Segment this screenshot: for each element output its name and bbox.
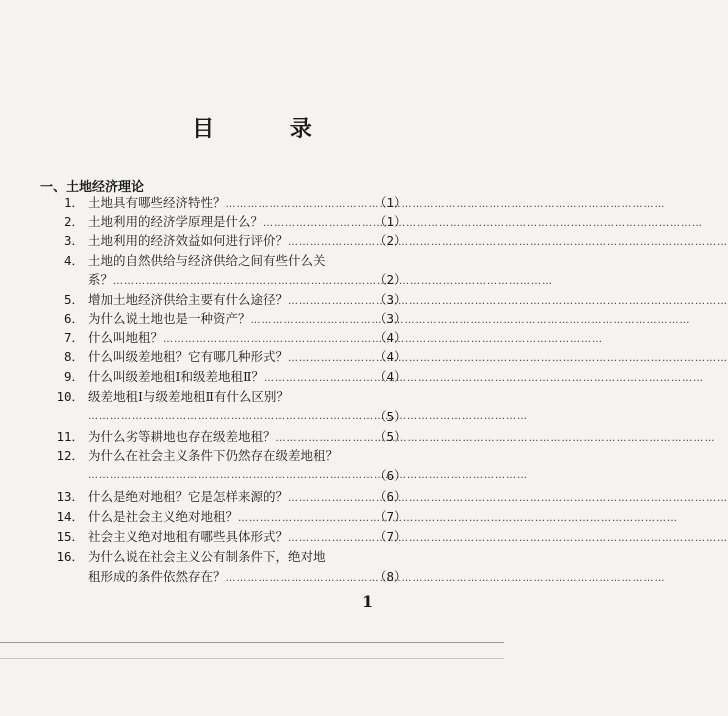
toc-item-text: 什么叫级差地租？它有哪几种形式？ [88, 349, 289, 364]
toc-item-page: （2） [374, 233, 407, 248]
leader-dots [238, 510, 678, 528]
bottom-rule-faint [0, 658, 504, 659]
toc-item-text: 土地具有哪些经济特性？ [88, 195, 226, 210]
toc-item-text: 什么叫级差地租Ⅰ和级差地租Ⅱ？ [88, 369, 264, 384]
toc-item-text: 为什么说在社会主义公有制条件下，绝对地 [88, 549, 326, 564]
leader-dots [288, 490, 728, 508]
toc-item-number: 12． [56, 448, 84, 463]
toc-item-page: （3） [374, 311, 407, 326]
toc-item-11[interactable] [88, 428, 373, 446]
toc-item-12[interactable] [88, 447, 373, 465]
leader-dots [288, 293, 728, 311]
toc-item-number: 10． [56, 389, 84, 404]
toc-title: 目 录 [192, 116, 346, 142]
toc-item-number: 9． [63, 369, 84, 384]
toc-item-number: 13． [56, 489, 84, 504]
toc-item-page: （1） [374, 195, 407, 210]
toc-item-3[interactable] [88, 232, 373, 250]
toc-item-page: （1） [374, 214, 407, 229]
toc-item-text: 什么叫地租？ [88, 330, 164, 345]
toc-item-6[interactable] [88, 310, 373, 328]
leader-dots [113, 273, 553, 291]
toc-item-number: 16． [56, 549, 84, 564]
toc-item-page: （6） [374, 468, 407, 483]
toc-item-4-cont[interactable] [88, 271, 373, 289]
toc-item-16-cont[interactable] [88, 568, 373, 586]
leader-dots [251, 312, 691, 330]
toc-item-number: 1． [63, 195, 84, 210]
toc-item-number: 11． [56, 429, 84, 444]
leader-dots [263, 215, 703, 233]
toc-item-9[interactable] [88, 368, 373, 386]
leader-dots [226, 196, 666, 214]
toc-item-2[interactable] [88, 213, 373, 231]
leader-dots [88, 408, 528, 426]
toc-item-text: 社会主义绝对地租有哪些具体形式？ [88, 529, 289, 544]
toc-item-page: （4） [374, 369, 407, 384]
toc-item-1[interactable] [88, 194, 373, 212]
toc-item-page: （5） [374, 409, 407, 424]
toc-item-number: 6． [63, 311, 84, 326]
toc-item-4[interactable] [88, 252, 373, 270]
toc-item-text: 什么是社会主义绝对地租？ [88, 509, 239, 524]
toc-item-13[interactable] [88, 488, 373, 506]
toc-item-number: 7． [63, 330, 84, 345]
toc-item-page: （5） [374, 429, 407, 444]
toc-item-16[interactable] [88, 548, 373, 566]
toc-item-number: 15． [56, 529, 84, 544]
leader-dots [226, 570, 666, 588]
toc-item-text-cont: 租形成的条件依然存在？ [88, 569, 226, 584]
leader-dots [88, 467, 528, 485]
toc-item-15[interactable] [88, 528, 373, 546]
toc-item-10-cont[interactable] [88, 408, 373, 426]
bottom-rule [0, 642, 504, 643]
toc-item-page: （7） [374, 509, 407, 524]
page-number: 1 [362, 592, 374, 611]
toc-item-text: 为什么劣等耕地也存在级差地租？ [88, 429, 276, 444]
toc-item-text: 为什么说土地也是一种资产？ [88, 311, 251, 326]
toc-item-number: 3． [63, 233, 84, 248]
toc-item-page: （6） [374, 489, 407, 504]
toc-item-text: 级差地租Ⅰ与级差地租Ⅱ有什么区别？ [88, 389, 289, 404]
toc-item-page: （2） [374, 272, 407, 287]
toc-item-5[interactable] [88, 291, 373, 309]
toc-item-14[interactable] [88, 508, 373, 526]
toc-item-page: （4） [374, 349, 407, 364]
toc-item-number: 8． [63, 349, 84, 364]
toc-item-text: 什么是绝对地租？它是怎样来源的？ [88, 489, 289, 504]
toc-item-8[interactable] [88, 348, 373, 366]
leader-dots [288, 350, 728, 368]
toc-item-number: 14． [56, 509, 84, 524]
toc-item-text: 土地利用的经济学原理是什么？ [88, 214, 264, 229]
leader-dots [276, 430, 716, 448]
toc-item-7[interactable] [88, 329, 373, 347]
leader-dots [288, 234, 728, 252]
toc-item-number: 5． [63, 292, 84, 307]
toc-item-12-cont[interactable] [88, 467, 373, 485]
toc-item-page: （4） [374, 330, 407, 345]
toc-item-text: 土地利用的经济效益如何进行评价？ [88, 233, 289, 248]
toc-item-page: （7） [374, 529, 407, 544]
toc-item-text: 为什么在社会主义条件下仍然存在级差地租？ [88, 448, 339, 463]
toc-item-page: （8） [374, 569, 407, 584]
toc-item-number: 2． [63, 214, 84, 229]
toc-item-number: 4． [63, 253, 84, 268]
leader-dots [264, 370, 704, 388]
leader-dots [288, 530, 728, 548]
toc-item-page: （3） [374, 292, 407, 307]
toc-item-text: 增加土地经济供给主要有什么途径？ [88, 292, 289, 307]
section-heading: 一、土地经济理论 [40, 180, 145, 195]
toc-item-text-cont: 系？ [88, 272, 114, 287]
toc-item-text: 土地的自然供给与经济供给之间有些什么关 [88, 253, 326, 268]
toc-item-10[interactable] [88, 388, 373, 406]
